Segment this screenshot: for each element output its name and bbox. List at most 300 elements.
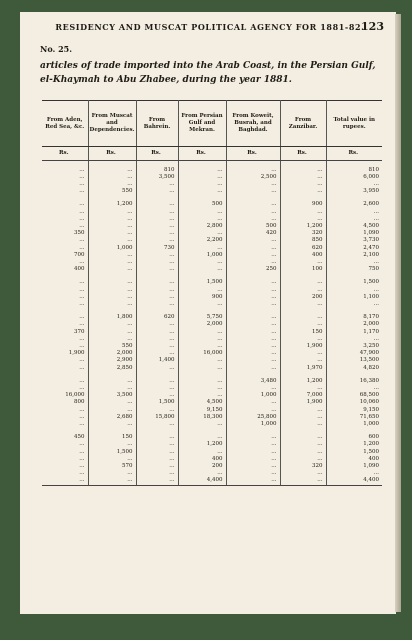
table-cell: ... bbox=[42, 314, 88, 321]
table-row bbox=[42, 441, 382, 448]
table-cell: ... bbox=[178, 209, 226, 216]
table-cell: ... bbox=[136, 378, 178, 385]
table-cell: 1,900 bbox=[280, 343, 326, 350]
table-row bbox=[42, 174, 382, 181]
table-row bbox=[42, 449, 382, 456]
table-cell: ... bbox=[280, 470, 326, 477]
table-cell: ... bbox=[280, 385, 326, 392]
table-cell: 9,150 bbox=[363, 406, 379, 413]
table-cell: ... bbox=[226, 209, 280, 216]
table-cell: ... bbox=[42, 223, 88, 230]
table-cell: 4,500 bbox=[178, 399, 226, 406]
table-row bbox=[42, 421, 382, 428]
table-body bbox=[42, 147, 382, 486]
table-cell: ... bbox=[178, 470, 226, 477]
table-row bbox=[42, 378, 382, 385]
table-cell: ... bbox=[226, 245, 280, 252]
table-cell: ... bbox=[178, 421, 226, 428]
table-cell: ... bbox=[178, 266, 226, 273]
table-cell: ... bbox=[42, 421, 88, 428]
table-cell: ... bbox=[42, 336, 88, 343]
table-cell: ... bbox=[88, 259, 136, 266]
table-cell: 5,750 bbox=[178, 314, 226, 321]
table-row bbox=[42, 223, 382, 230]
table-cell: ... bbox=[226, 321, 280, 328]
table-cell: ... bbox=[226, 259, 280, 266]
table-cell: ... bbox=[136, 216, 178, 223]
table-cell: ... bbox=[136, 294, 178, 301]
table-cell: ... bbox=[136, 392, 178, 399]
table-cell: ... bbox=[88, 399, 136, 406]
table-cell: ... bbox=[280, 287, 326, 294]
unit-cell: Rs. bbox=[280, 147, 326, 161]
table-row bbox=[42, 365, 382, 372]
table-cell: 2,000 bbox=[88, 350, 136, 357]
table-cell: ... bbox=[280, 421, 326, 428]
table-row bbox=[42, 287, 382, 294]
table-cell: 2,000 bbox=[363, 321, 379, 328]
table-cell: 400 bbox=[280, 252, 326, 259]
table-cell: ... bbox=[136, 279, 178, 286]
table-cell: 850 bbox=[280, 237, 326, 244]
table-cell: 900 bbox=[280, 201, 326, 208]
column-header: From Muscat and Dependencies. bbox=[88, 101, 136, 147]
table-cell: 100 bbox=[280, 266, 326, 273]
table-cell: 1,200 bbox=[363, 441, 379, 448]
table-cell: 1,970 bbox=[280, 365, 326, 372]
table-row bbox=[42, 209, 382, 216]
table-cell: ... bbox=[136, 321, 178, 328]
table-cell: ... bbox=[226, 456, 280, 463]
table-cell: ... bbox=[42, 407, 88, 414]
column-header: From Zanzibar. bbox=[280, 101, 326, 147]
table-cell: 2,100 bbox=[363, 251, 379, 258]
table-cell: ... bbox=[88, 266, 136, 273]
table-cell: ... bbox=[226, 463, 280, 470]
table-cell: 2,680 bbox=[88, 414, 136, 421]
table-cell: ... bbox=[226, 329, 280, 336]
table-cell: ... bbox=[42, 365, 88, 372]
table-cell: ... bbox=[373, 208, 379, 215]
table-cell: 730 bbox=[136, 245, 178, 252]
table-cell: 810 bbox=[368, 166, 379, 173]
table-cell: 550 bbox=[88, 188, 136, 195]
table-cell: ... bbox=[136, 350, 178, 357]
table-cell: ... bbox=[136, 421, 178, 428]
table-cell: ... bbox=[226, 470, 280, 477]
table-cell: 2,600 bbox=[363, 201, 379, 208]
table-cell: 2,470 bbox=[363, 244, 379, 251]
table-cell: ... bbox=[280, 414, 326, 421]
table-cell: ... bbox=[88, 181, 136, 188]
table-cell: 4,820 bbox=[363, 364, 379, 371]
unit-cell: Rs. bbox=[136, 147, 178, 161]
table-cell: ... bbox=[226, 399, 280, 406]
table-cell: 3,500 bbox=[88, 392, 136, 399]
table-cell: ... bbox=[280, 321, 326, 328]
table-cell: 1,090 bbox=[363, 463, 379, 470]
table-cell: 3,950 bbox=[363, 188, 379, 195]
table-cell: ... bbox=[42, 209, 88, 216]
table-cell: ... bbox=[88, 385, 136, 392]
table-cell: ... bbox=[226, 449, 280, 456]
table-cell: ... bbox=[88, 230, 136, 237]
table-cell: ... bbox=[178, 301, 226, 308]
table-cell: ... bbox=[88, 279, 136, 286]
table-cell: ... bbox=[88, 209, 136, 216]
table-cell: ... bbox=[136, 449, 178, 456]
table-cell: 1,500 bbox=[363, 279, 379, 286]
table-cell: ... bbox=[280, 279, 326, 286]
table-cell: ... bbox=[88, 287, 136, 294]
table-cell: ... bbox=[88, 174, 136, 181]
table-cell: ... bbox=[42, 259, 88, 266]
table-cell: 47,900 bbox=[359, 350, 379, 357]
table-row bbox=[42, 252, 382, 259]
table-header-row bbox=[42, 101, 382, 147]
table-cell: ... bbox=[42, 477, 88, 485]
table-row bbox=[42, 259, 382, 266]
table-cell: 3,480 bbox=[226, 378, 280, 385]
table-row bbox=[42, 477, 382, 485]
table-row bbox=[42, 237, 382, 244]
table-cell: 1,500 bbox=[136, 399, 178, 406]
document-number: No. 25. bbox=[40, 44, 72, 54]
table-cell: ... bbox=[178, 365, 226, 372]
table-cell: 10,060 bbox=[359, 399, 379, 406]
table-cell: ... bbox=[136, 407, 178, 414]
table-row bbox=[42, 470, 382, 477]
table-cell: 570 bbox=[88, 463, 136, 470]
column-header: From Persian Gulf and Mekran. bbox=[178, 101, 226, 147]
table-cell: ... bbox=[42, 321, 88, 328]
table-cell: ... bbox=[88, 477, 136, 485]
table-cell: 1,000 bbox=[226, 421, 280, 428]
table-title: articles of trade imported into the Arab Coast, in the Persian Gulf, el-Khaymah to Abu Zhabee, during the year 1881. bbox=[40, 61, 376, 85]
table-cell: ... bbox=[88, 336, 136, 343]
table-cell: 8,170 bbox=[363, 314, 379, 321]
table-cell: ... bbox=[42, 279, 88, 286]
table-cell: ... bbox=[226, 181, 280, 188]
table-cell: ... bbox=[280, 477, 326, 485]
table-cell: ... bbox=[136, 223, 178, 230]
table-row bbox=[42, 245, 382, 252]
table-cell: ... bbox=[373, 470, 379, 477]
table-cell: 1,900 bbox=[280, 399, 326, 406]
table-cell: ... bbox=[42, 463, 88, 470]
table-cell: ... bbox=[88, 470, 136, 477]
table-cell: ... bbox=[373, 286, 379, 293]
table-cell: ... bbox=[178, 181, 226, 188]
table-cell: ... bbox=[136, 266, 178, 273]
table-cell: 2,500 bbox=[226, 174, 280, 181]
table-cell: 1,500 bbox=[88, 449, 136, 456]
table-cell: 4,500 bbox=[363, 222, 379, 229]
table-cell: 2,000 bbox=[178, 321, 226, 328]
table-cell: ... bbox=[178, 329, 226, 336]
table-cell: ... bbox=[280, 336, 326, 343]
table-row bbox=[42, 392, 382, 399]
table-cell: ... bbox=[136, 252, 178, 259]
table-cell: ... bbox=[280, 407, 326, 414]
table-cell: ... bbox=[280, 449, 326, 456]
table-cell: ... bbox=[178, 287, 226, 294]
table-cell: ... bbox=[88, 407, 136, 414]
page-number: 123 bbox=[361, 20, 384, 33]
table-cell: ... bbox=[88, 167, 136, 174]
table-cell: 1,000 bbox=[178, 252, 226, 259]
table-cell: ... bbox=[136, 456, 178, 463]
table-cell: ... bbox=[42, 385, 88, 392]
table-cell: ... bbox=[226, 237, 280, 244]
table-row bbox=[42, 357, 382, 364]
table-cell: 200 bbox=[280, 294, 326, 301]
table-cell: 68,500 bbox=[359, 392, 379, 399]
table-cell: ... bbox=[178, 245, 226, 252]
table-cell: 420 bbox=[226, 230, 280, 237]
table-cell: ... bbox=[178, 230, 226, 237]
table-cell: ... bbox=[373, 335, 379, 342]
table-cell: ... bbox=[136, 343, 178, 350]
table-cell: 370 bbox=[42, 329, 88, 336]
table-cell: ... bbox=[226, 252, 280, 259]
table-cell: ... bbox=[42, 181, 88, 188]
table-cell: ... bbox=[42, 470, 88, 477]
table-cell: ... bbox=[178, 449, 226, 456]
table-cell: 150 bbox=[88, 434, 136, 441]
table-cell: ... bbox=[373, 258, 379, 265]
table-cell: 600 bbox=[368, 434, 379, 441]
table-cell: ... bbox=[280, 456, 326, 463]
table-cell: ... bbox=[88, 329, 136, 336]
table-cell: 7,000 bbox=[280, 392, 326, 399]
table-cell: ... bbox=[280, 174, 326, 181]
table-cell: ... bbox=[88, 252, 136, 259]
table-cell: ... bbox=[178, 392, 226, 399]
table-cell: ... bbox=[280, 167, 326, 174]
table-cell: ... bbox=[136, 365, 178, 372]
table-cell: ... bbox=[226, 441, 280, 448]
column-header: From Bahrein. bbox=[136, 101, 178, 147]
table-cell: ... bbox=[136, 181, 178, 188]
column-header: From Koweit, Busrah, and Baghdad. bbox=[226, 101, 280, 147]
table-cell: 3,730 bbox=[363, 237, 379, 244]
table-cell: 9,150 bbox=[178, 407, 226, 414]
table-cell: 1,500 bbox=[363, 448, 379, 455]
table-cell: ... bbox=[226, 216, 280, 223]
table-cell: ... bbox=[373, 180, 379, 187]
table-cell: ... bbox=[136, 188, 178, 195]
table-cell: 1,090 bbox=[363, 230, 379, 237]
table-cell: ... bbox=[136, 385, 178, 392]
table-cell: ... bbox=[373, 384, 379, 391]
table-cell: 15,800 bbox=[136, 414, 178, 421]
table-cell: 450 bbox=[42, 434, 88, 441]
unit-cell: Rs. bbox=[88, 147, 136, 161]
table-cell: 16,380 bbox=[359, 377, 379, 384]
table-cell: 16,000 bbox=[42, 392, 88, 399]
table-cell: 250 bbox=[226, 266, 280, 273]
table-cell: ... bbox=[42, 216, 88, 223]
table-cell: ... bbox=[136, 329, 178, 336]
table-cell: ... bbox=[178, 167, 226, 174]
table-cell: ... bbox=[136, 237, 178, 244]
table-cell: ... bbox=[280, 188, 326, 195]
table-cell: ... bbox=[226, 434, 280, 441]
table-cell: 550 bbox=[88, 343, 136, 350]
table-row bbox=[42, 301, 382, 308]
table-row bbox=[42, 216, 382, 223]
unit-cell: Rs. bbox=[326, 147, 382, 161]
table-cell: ... bbox=[226, 385, 280, 392]
table-cell: ... bbox=[88, 294, 136, 301]
table-cell: 71,650 bbox=[359, 413, 379, 420]
table-cell: ... bbox=[136, 259, 178, 266]
table-row bbox=[42, 399, 382, 406]
table-cell: ... bbox=[280, 434, 326, 441]
table-cell: 1,000 bbox=[363, 421, 379, 427]
table-cell: ... bbox=[226, 365, 280, 372]
table-cell: ... bbox=[42, 449, 88, 456]
table-cell: ... bbox=[178, 385, 226, 392]
table-cell: 4,400 bbox=[326, 477, 382, 485]
table-cell: ... bbox=[42, 201, 88, 208]
table-cell: ... bbox=[42, 357, 88, 364]
table-cell: ... bbox=[178, 343, 226, 350]
table-cell: ... bbox=[42, 456, 88, 463]
table-cell: ... bbox=[88, 301, 136, 308]
table-row bbox=[42, 294, 382, 301]
table-cell: 1,200 bbox=[88, 201, 136, 208]
table-row bbox=[42, 385, 382, 392]
table-cell: 13,500 bbox=[359, 357, 379, 364]
table-row bbox=[42, 350, 382, 357]
table-cell: 1,170 bbox=[363, 328, 379, 335]
column-header: Total value in rupees. bbox=[326, 101, 382, 147]
unit-row bbox=[42, 147, 382, 161]
unit-cell: Rs. bbox=[178, 147, 226, 161]
table-row bbox=[42, 463, 382, 470]
table-cell: ... bbox=[178, 188, 226, 195]
running-header: RESIDENCY AND MUSCAT POLITICAL AGENCY FOR 1881-82. bbox=[55, 22, 365, 32]
table-cell: ... bbox=[178, 378, 226, 385]
table-cell: ... bbox=[42, 301, 88, 308]
table-cell: ... bbox=[178, 357, 226, 364]
table-row bbox=[42, 414, 382, 421]
table-cell: ... bbox=[226, 279, 280, 286]
table-cell: ... bbox=[136, 287, 178, 294]
table-cell: ... bbox=[136, 230, 178, 237]
table-cell: ... bbox=[136, 470, 178, 477]
table-cell: ... bbox=[88, 456, 136, 463]
table-cell: 1,200 bbox=[280, 378, 326, 385]
table-cell: ... bbox=[226, 336, 280, 343]
table-cell: 2,800 bbox=[178, 223, 226, 230]
table-cell: 3,250 bbox=[363, 342, 379, 349]
table-cell: 700 bbox=[42, 252, 88, 259]
table-cell: 2,850 bbox=[88, 365, 136, 372]
table-cell: 150 bbox=[280, 329, 326, 336]
table-cell: ... bbox=[178, 336, 226, 343]
table-cell: ... bbox=[178, 434, 226, 441]
table-cell: 1,200 bbox=[280, 223, 326, 230]
table-cell: ... bbox=[280, 216, 326, 223]
table-cell: 1,000 bbox=[88, 245, 136, 252]
table-cell: 620 bbox=[280, 245, 326, 252]
table-cell: 400 bbox=[178, 456, 226, 463]
table-cell: ... bbox=[42, 441, 88, 448]
table-cell: ... bbox=[226, 357, 280, 364]
table-row bbox=[42, 329, 382, 336]
table-cell: ... bbox=[42, 287, 88, 294]
table-cell: ... bbox=[88, 378, 136, 385]
table-cell: 1,400 bbox=[136, 357, 178, 364]
table-row bbox=[42, 336, 382, 343]
table-cell: ... bbox=[226, 407, 280, 414]
table-cell: ... bbox=[178, 259, 226, 266]
table-cell: ... bbox=[88, 321, 136, 328]
table-cell: 500 bbox=[178, 201, 226, 208]
table-cell: 1,200 bbox=[178, 441, 226, 448]
table-row bbox=[42, 343, 382, 350]
table-cell: ... bbox=[280, 314, 326, 321]
table-cell: 2,200 bbox=[178, 237, 226, 244]
table-cell: ... bbox=[226, 477, 280, 485]
table-cell: ... bbox=[226, 343, 280, 350]
table-cell: ... bbox=[42, 414, 88, 421]
table-cell: 400 bbox=[42, 266, 88, 273]
table-row bbox=[42, 321, 382, 328]
unit-cell: Rs. bbox=[42, 147, 88, 161]
table-cell: ... bbox=[280, 357, 326, 364]
table-cell: 1,800 bbox=[88, 314, 136, 321]
table-cell: 4,400 bbox=[178, 477, 226, 485]
table-cell: 620 bbox=[136, 314, 178, 321]
table-cell: 200 bbox=[178, 463, 226, 470]
table-cell: 2,900 bbox=[88, 357, 136, 364]
table-cell: ... bbox=[226, 294, 280, 301]
table-cell: ... bbox=[88, 223, 136, 230]
table-cell: 350 bbox=[42, 230, 88, 237]
table-cell: ... bbox=[226, 167, 280, 174]
table-row bbox=[42, 167, 382, 174]
table-cell: ... bbox=[42, 188, 88, 195]
table-row bbox=[42, 266, 382, 273]
table-cell: ... bbox=[42, 245, 88, 252]
table-cell: 18,300 bbox=[178, 414, 226, 421]
table-cell: ... bbox=[280, 259, 326, 266]
table-cell: ... bbox=[226, 301, 280, 308]
table-row bbox=[42, 230, 382, 237]
table-cell: ... bbox=[136, 209, 178, 216]
table-row bbox=[42, 188, 382, 195]
table-cell: 6,000 bbox=[363, 173, 379, 180]
table-cell: ... bbox=[88, 216, 136, 223]
table-cell: 900 bbox=[178, 294, 226, 301]
table-cell: ... bbox=[136, 301, 178, 308]
table-cell: ... bbox=[136, 336, 178, 343]
table-cell: 800 bbox=[42, 399, 88, 406]
table-row bbox=[42, 181, 382, 188]
table-cell: ... bbox=[226, 287, 280, 294]
document-page bbox=[20, 12, 396, 614]
table-cell: ... bbox=[136, 441, 178, 448]
table-cell: ... bbox=[88, 441, 136, 448]
table-cell: ... bbox=[136, 477, 178, 485]
page-edge bbox=[395, 14, 401, 612]
table-row bbox=[42, 314, 382, 321]
table-cell: 16,000 bbox=[178, 350, 226, 357]
